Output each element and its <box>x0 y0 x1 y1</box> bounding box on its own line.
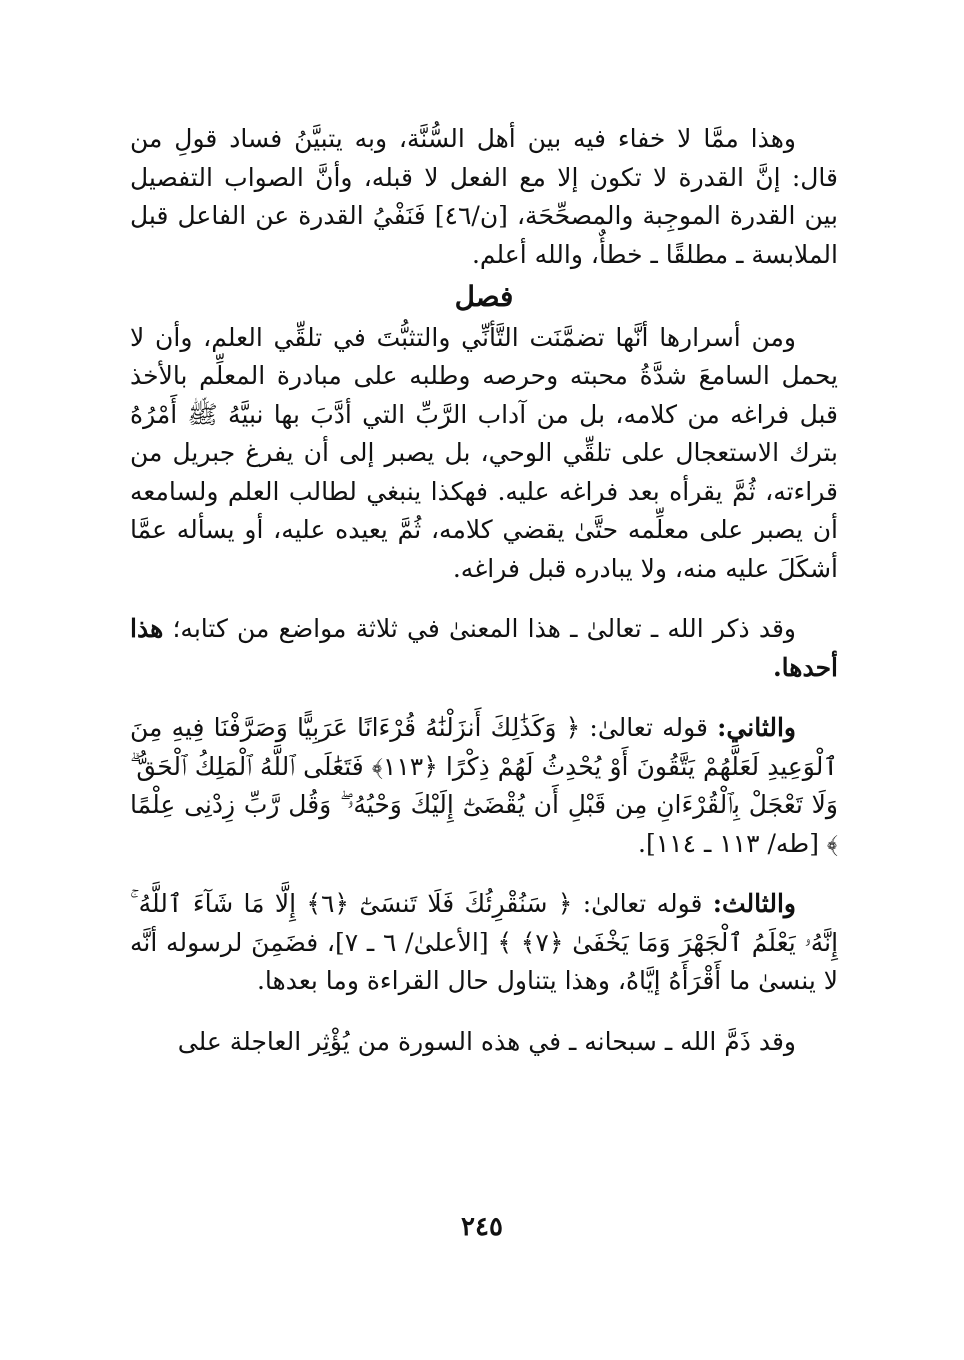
paragraph-4-intro: قوله تعالىٰ: <box>589 713 708 742</box>
paragraph-5-intro: قوله تعالىٰ: <box>582 889 703 918</box>
paragraph-1: وهذا ممَّا لا خفاء فيه بين أهل السُّنَّة، وبه يتبيَّنُ فساد قولِ من قال: إنَّ القدرة لا تكون إلا مع الفعل لا قبله، وأنَّ الصواب التفصيل بين القدرة الموجِبة والمصحِّحَة، [ن/٤٦] فَنَفْيُ القدرة عن الفاعل قبل الملابسة ـ مطلقًا ـ خطأٌ، والله أعلم. <box>130 124 838 269</box>
paragraph-5-rest: [الأعلىٰ/ ٦ ـ ٧]، فضَمِنَ لرسوله أنَّه لا ينسىٰ ما أَقْرَأَهُ إيَّاهُ، وهذا يتناول حال القراءة وما بعدها. <box>130 927 838 995</box>
paragraph-2: ومن أسرارها أنَّها تضمَّنَت التَّأنِّي والتثبُّتَ في تلقِّي العلم، وأن لا يحمل السامعَ شدَّةُ محبته وحرصه وطلبه على مبادرة المعلِّم بالأخذ قبل فراغه من كلامه، بل من آداب الرَّبِّ التي أدَّبَ بها نبيَّهُ ﷺ أَمْرُهُ بترك الاستعجال على تلقِّي الوحي، بل يصبر إلى أن يفرغ جبريل من قراءته، ثُمَّ يقرأه بعد فراغه عليه. فهكذا ينبغي لطالب العلم ولسامعه أن يصبر على معلِّمه حتَّىٰ يقضي كلامه، ثُمَّ يعيده عليه، أو يسأله عمَّا أشكَلَ عليه منه، ولا يبادره قبل فراغه. <box>130 322 838 583</box>
paragraph-3 <box>130 610 838 687</box>
paragraph-6: وقد ذَمَّ الله ـ سبحانه ـ في هذه السورة من يُؤْثِر العاجلة على <box>177 1026 796 1056</box>
verse-reference-taha: [طه/ ١١٣ ـ ١١٤]. <box>638 828 819 858</box>
paragraph-4-label: والثاني: <box>717 713 796 742</box>
quran-verse-taha: ﴿ وَكَذَٰلِكَ أَنزَلْنَٰهُ قُرْءَانًا عَرَبِيًّا وَصَرَّفْنَا فِيهِ مِنَ ٱلْوَعِيدِ لَعَلَّهُمْ يَتَّقُونَ أَوْ يُحْدِثُ لَهُمْ ذِكْرًا ﴿١١٣﴾ فَتَعَٰلَى ٱللَّهُ ٱلْمَلِكُ ٱلْحَقُّ ۗ وَلَا تَعْجَلْ بِٱلْقُرْءَانِ مِن قَبْلِ أَن يُقْضَىٰٓ إِلَيْكَ وَحْيُهُۥ ۖ وَقُل رَّبِّ زِدْنِى عِلْمًا ﴾ <box>130 713 838 858</box>
quran-verse-ala: ﴿ سَنُقْرِئُكَ فَلَا تَنسَىٰٓ ﴿٦﴾ إِلَّا مَا شَآءَ ٱللَّهُ ۚ إِنَّهُۥ يَعْلَمُ ٱلْجَهْرَ وَمَا يَخْفَىٰ ﴿٧﴾ ﴾ <box>130 889 839 957</box>
section-heading: فصل <box>454 280 514 313</box>
paragraph-4 <box>130 709 838 863</box>
paragraph-5 <box>130 885 838 1001</box>
page-number: ٢٤٥ <box>461 1212 503 1242</box>
paragraph-3-bold: هذا أحدها. <box>130 614 838 682</box>
page-body <box>130 120 838 1061</box>
paragraph-3-text: وقد ذكر الله ـ تعالىٰ ـ هذا المعنىٰ في ثلاثة مواضع من كتابه؛ <box>172 614 796 643</box>
paragraph-5-label: والثالث: <box>712 889 796 918</box>
